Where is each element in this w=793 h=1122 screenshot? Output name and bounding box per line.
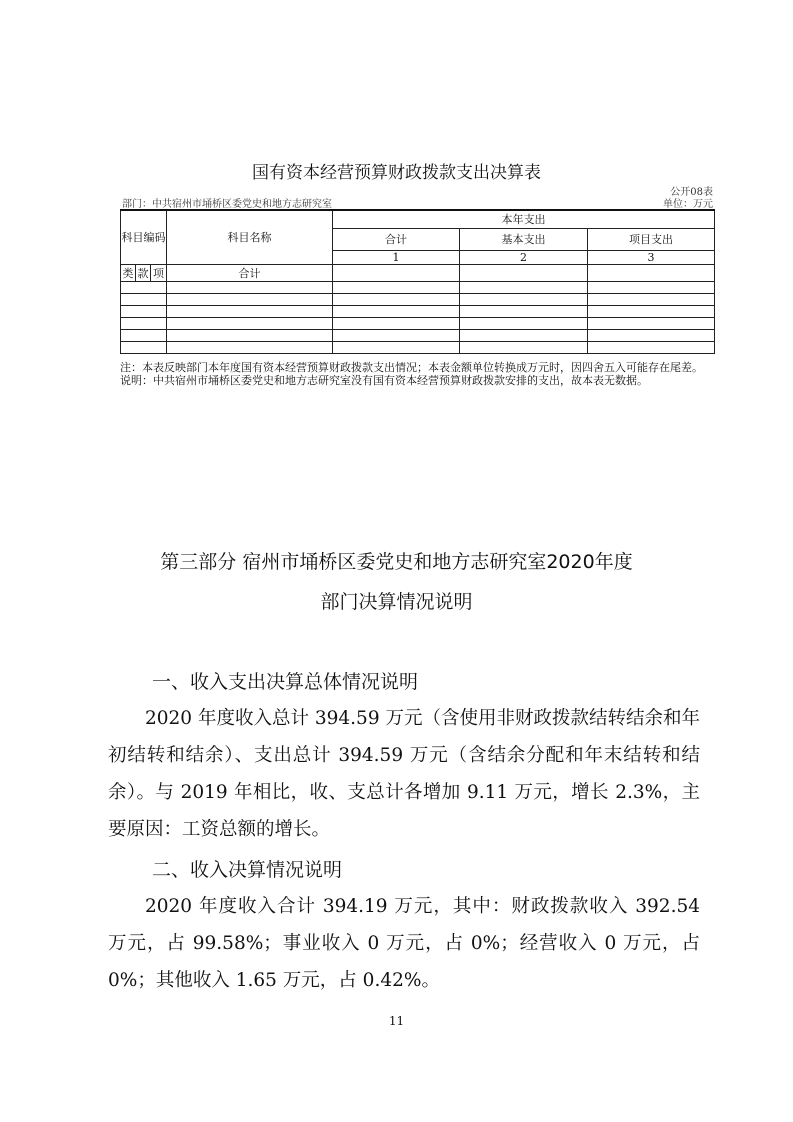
page-number: 11 <box>388 1014 405 1028</box>
note-2: 说明：中共宿州市埇桥区委党史和地方志研究室没有国有资本经营预算财政拨款安排的支出，故本表无数据。 <box>120 374 648 387</box>
department-label: 部门：中共宿州市埇桥区委党史和地方志研究室 <box>122 199 332 210</box>
header-class: 类 <box>121 264 136 281</box>
section-2-title: 二、收入决算情况说明 <box>152 859 343 881</box>
table-row <box>121 341 715 353</box>
col-number-1: 1 <box>333 250 460 264</box>
col-number-2: 2 <box>460 250 588 264</box>
header-subject-code: 科目编码 <box>121 210 167 264</box>
header-item: 项 <box>151 264 167 281</box>
col-number-3: 3 <box>588 250 715 264</box>
section-1-title: 一、收入支出决算总体情况说明 <box>152 671 419 693</box>
table-cell <box>460 264 588 281</box>
header-year-expense: 本年支出 <box>333 210 715 228</box>
table-notes <box>120 361 714 387</box>
table-row <box>121 281 715 293</box>
header-project: 项目支出 <box>588 228 715 250</box>
table-row <box>121 293 715 305</box>
header-subject-name: 科目名称 <box>167 210 333 264</box>
total-row-label: 合计 <box>167 264 333 281</box>
unit-label: 单位：万元 <box>663 199 713 210</box>
header-kind: 款 <box>136 264 151 281</box>
table-row <box>121 305 715 317</box>
note-1: 注：本表反映部门本年度国有资本经营预算财政拨款支出情况；本表金额单位转换成万元时，因四舍五入可能存在尾差。 <box>120 361 703 374</box>
section-2-body: 2020 年度收入合计 394.19 万元，其中：财政拨款收入 392.54 万元，占 99.58%；事业收入 0 万元，占 0%；经营收入 0 万元，占0%；其他收入 1.65 万元，占 0.42%。 <box>108 896 700 991</box>
header-basic: 基本支出 <box>460 228 588 250</box>
form-code: 公开08表 <box>670 187 713 198</box>
table-cell <box>588 264 715 281</box>
expense-table <box>120 209 715 354</box>
section-1-body: 2020 年度收入总计 394.59 万元（含使用非财政拨款结转结余和年初结转和结余）、支出总计 394.59 万元（含结余分配和年末结转和结余）。与 2019 年相比，收、支总计各增加 9.11 万元，增长 2.3%，主要原因：工资总额的增长。 <box>108 708 700 840</box>
table-cell <box>333 264 460 281</box>
header-total: 合计 <box>333 228 460 250</box>
table-row <box>121 317 715 329</box>
part-title-line-1: 第三部分 宿州市埇桥区委党史和地方志研究室2020年度 <box>160 551 633 573</box>
table-title: 国有资本经营预算财政拨款支出决算表 <box>252 163 541 183</box>
table-row <box>121 329 715 341</box>
part-title-line-2: 部门决算情况说明 <box>320 591 473 613</box>
